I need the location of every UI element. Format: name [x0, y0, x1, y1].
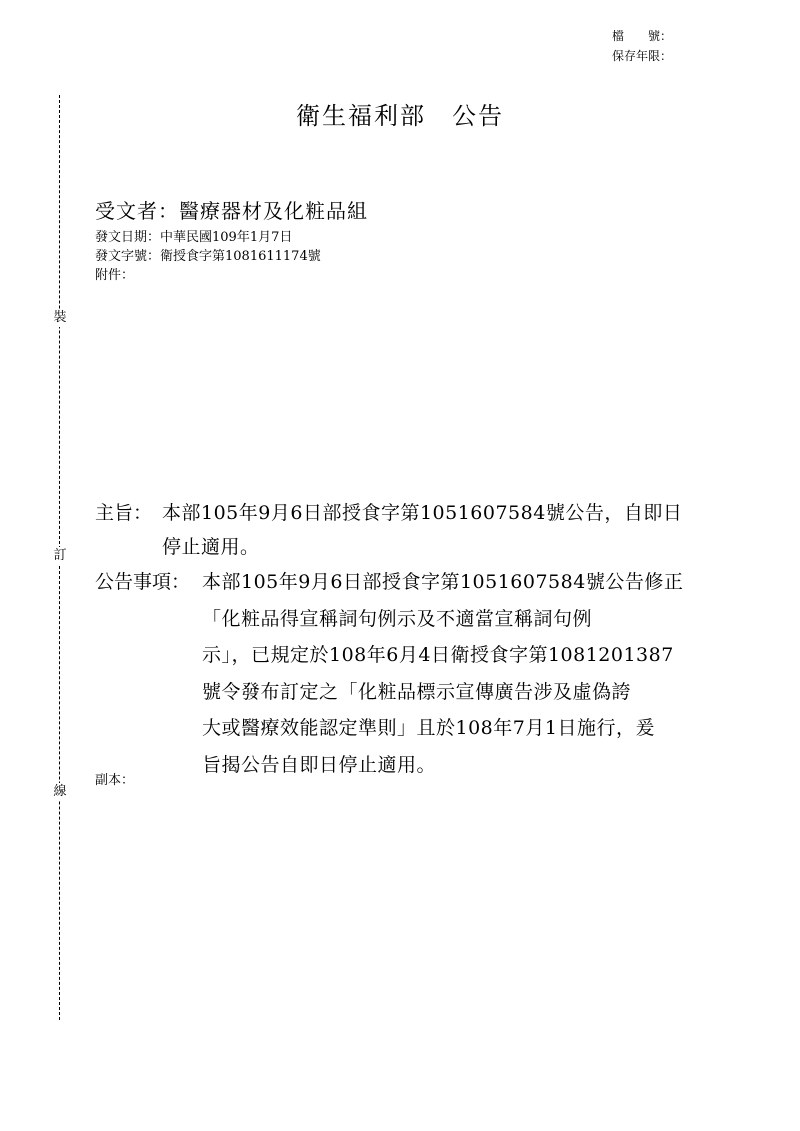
binding-mark-xian: 線	[53, 784, 67, 799]
copies-label: 副本：	[95, 773, 135, 788]
notice-line: 本部105年9月6日部授食字第1051607584號公告修正	[202, 571, 684, 593]
dispatch-date: 發文日期：中華民國109年1月7日	[95, 230, 293, 245]
notice-line: 大或醫療效能認定準則」且於108年7月1日施行，爰	[202, 717, 655, 739]
dispatch-meta	[95, 228, 321, 285]
notice-line: 旨揭公告自即日停止適用。	[202, 753, 437, 776]
subject-section	[95, 496, 715, 558]
dispatch-document-number: 發文字號：衛授食字第1081611174號	[95, 249, 321, 264]
subject-line: 本部105年9月6日部授食字第1051607584號公告，自即日	[162, 502, 683, 524]
subject-label: 主旨：	[95, 502, 153, 524]
subject-text	[162, 496, 707, 564]
recipient: 受文者：醫療器材及化粧品組	[95, 199, 368, 223]
notice-line: 「化粧品得宣稱詞句例示及不適當宣稱詞句例	[202, 607, 593, 630]
notice-line: 號令發布訂定之「化粧品標示宣傳廣告涉及虛偽誇	[202, 680, 632, 703]
file-meta	[612, 26, 672, 66]
retention-period-label: 保存年限：	[612, 49, 673, 63]
attachment-label: 附件：	[95, 268, 135, 283]
binding-mark-zhuang: 裝	[53, 310, 67, 325]
subject-line: 停止適用。	[162, 536, 260, 558]
document-title: 衛生福利部 公告	[296, 102, 504, 130]
notice-label: 公告事項：	[95, 571, 191, 593]
binding-mark-ding: 訂	[53, 548, 67, 563]
notice-line: 示」，已規定於108年6月4日衛授食字第1081201387	[202, 644, 674, 666]
file-number-label: 檔 號：	[612, 29, 673, 43]
